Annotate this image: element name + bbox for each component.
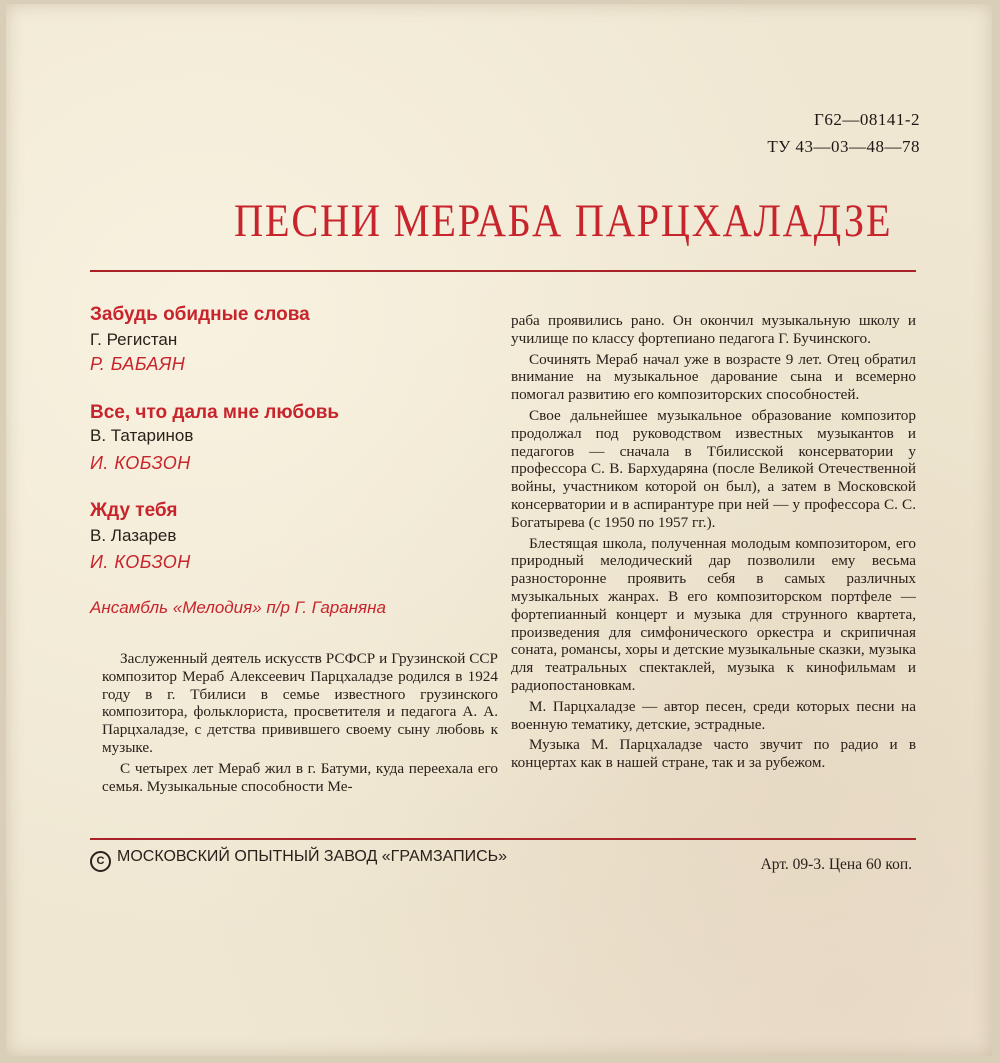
record-sleeve-back: [6, 4, 992, 1056]
copyright-icon: C: [90, 851, 111, 872]
song-author-1: Г. Регистан: [90, 330, 178, 349]
album-title: ПЕСНИ МЕРАБА ПАРЦХАЛАДЗЕ: [234, 195, 893, 247]
publisher-line: [90, 848, 507, 872]
biography-left-column: [102, 650, 498, 798]
bottom-divider: [90, 838, 916, 840]
bio-paragraph-4: Свое дальнейшее музыкальное образование композитор продолжал под руководством известных музыкантов и педагогов — сначала в Тбилисской консерватории у профессора С. В. Бархударяна (после Великой Отечественной войны, участником которой он был), а затем в Московской консерватории и в аспирантуре при ней — у профессора С. С. Богатырева (с 1950 по 1957 гг.).: [511, 406, 916, 531]
biography-right-column: [511, 312, 916, 775]
bio-paragraph-2-start: С четырех лет Мераб жил в г. Батуми, куда переехала его семья. Музыкальные способности Ме-: [102, 759, 498, 795]
ensemble-credit: Ансамбль «Мелодия» п/р Г. Гараняна: [90, 598, 386, 617]
bio-paragraph-6: М. Парцхаладзе — автор песен, среди которых песни на военную тематику, детские, эстрадные.: [511, 697, 916, 733]
song-title-2: Все, что дала мне любовь: [90, 402, 340, 423]
publisher-name: МОСКОВСКИЙ ОПЫТНЫЙ ЗАВОД «ГРАМЗАПИСЬ»: [117, 848, 508, 865]
price-line: Арт. 09-3. Цена 60 коп.: [760, 856, 912, 873]
catalog-code: Г62—08141-2: [814, 110, 920, 129]
top-divider: [90, 270, 916, 272]
bio-paragraph-5: Блестящая школа, полученная молодым композитором, его природный мелодический дар позволили ему весьма разносторонне проявить себя в самых различных музыкальных жанрах. В его композиторском портфеле — фортепианный концерт и музыка для струнного квартета, произведения для симфонического оркестра и скрипичная соната, романсы, хоры и детские музыкальные сказки, музыка для театральных спектаклей, музыка к кинофильмам и радиопостановкам.: [511, 534, 916, 694]
bio-paragraph-2-end: раба проявились рано. Он окончил музыкальную школу и училище по классу фортепиано педагога Г. Бучинского.: [511, 312, 916, 347]
bio-paragraph-1: Заслуженный деятель искусств РСФСР и Грузинской ССР композитор Мераб Алексеевич Парцхаладзе родился в 1924 году в г. Тбилиси в семье известного грузинского композитора, фольклориста, просветителя и педагога А. А. Парцхаладзе, с детства привившего своему сыну любовь к музыке.: [102, 650, 498, 756]
song-artist-2: И. КОБЗОН: [90, 453, 191, 473]
bio-paragraph-3: Сочинять Мераб начал уже в возрасте 9 лет. Отец обратил внимание на музыкальное дарование сына и всемерно помогал развитию его композиторских способностей.: [511, 350, 916, 404]
song-title-3: Жду тебя: [90, 500, 178, 521]
song-artist-1: Р. БАБАЯН: [90, 354, 186, 374]
bio-paragraph-7: Музыка М. Парцхаладзе часто звучит по радио и в концертах как в нашей стране, так и за рубежом.: [511, 736, 916, 772]
song-author-3: В. Лазарев: [90, 526, 177, 545]
song-title-1: Забудь обидные слова: [90, 304, 310, 325]
song-author-2: В. Татаринов: [90, 426, 194, 445]
song-artist-3: И. КОБЗОН: [90, 552, 191, 572]
standard-code: ТУ 43—03—48—78: [767, 137, 920, 156]
